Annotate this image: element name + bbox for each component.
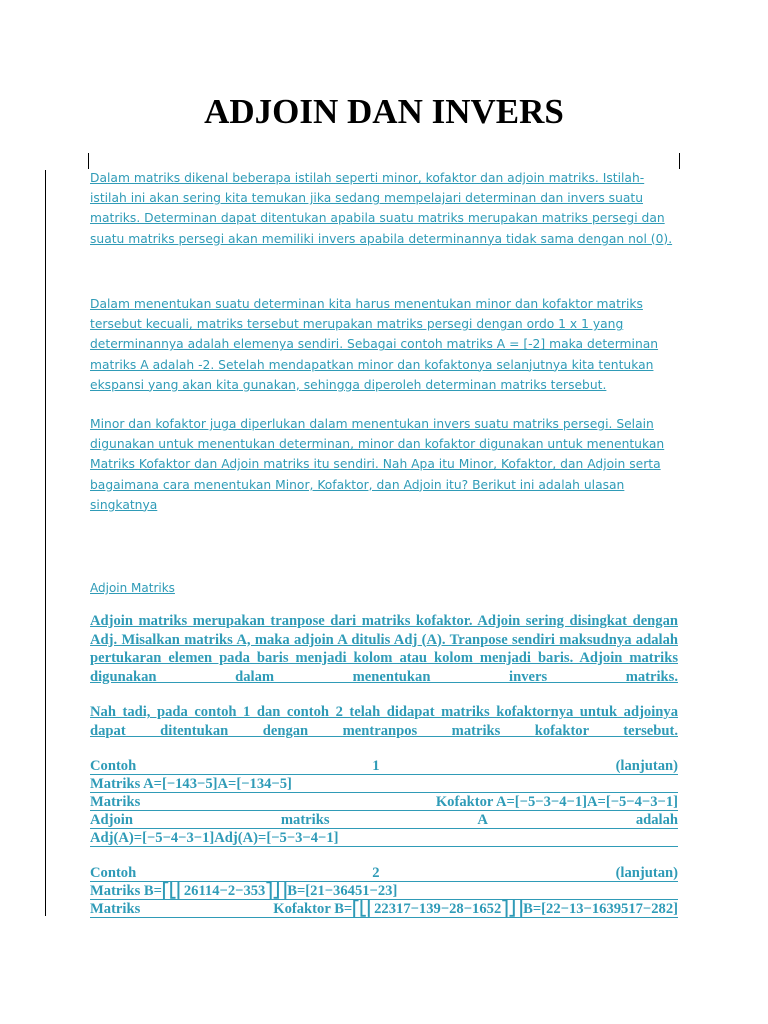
section-heading: Adjoin Matriks [90, 581, 175, 595]
margin-mark-right [679, 153, 680, 169]
paragraph-intro: Dalam matriks dikenal beberapa istilah seperti minor, kofaktor dan adjoin matriks. Istilah-istilah ini akan sering kita temukan jika sedang mempelajari determinan dan invers suatu matriks. Determinan dapat ditentukan apabila suatu matriks merupakan matriks persegi dan suatu matriks persegi akan memiliki invers apabila determinannya tidak sama dengan nol (0). [90, 171, 673, 246]
contoh1-row-3 [90, 793, 678, 811]
contoh2-kofaktor: Kofaktor B=⎡⎣⎢22317−139−28−1652⎤⎦⎥B=[22−13−1639517−282] [273, 901, 678, 917]
contoh1-number: 1 [372, 758, 380, 774]
contoh1-matriks-word: matriks [280, 812, 330, 828]
contoh1-matriks-label: Matriks [90, 794, 141, 810]
contoh1-note: (lanjutan) [615, 758, 678, 774]
paragraph-minor-kofaktor: Minor dan kofaktor juga diperlukan dalam menentukan invers suatu matriks persegi. Selain digunakan untuk menentukan determinan, minor dan kofaktor digunakan untuk menentukan Matriks Kofaktor dan Adjoin matriks itu sendiri. Nah Apa itu Minor, Kofaktor, dan Adjoin serta bagaimana cara menentukan Minor, Kofaktor, dan Adjoin itu? Berikut ini adalah ulasan singkatnya [90, 417, 665, 512]
contoh2-matriks-label: Matriks [90, 901, 141, 917]
contoh1-label: Contoh [90, 758, 137, 774]
paragraph-adjoin: Adjoin matriks merupakan tranpose dari matriks kofaktor. Adjoin sering disingkat dengan Adj. Misalkan matriks A, maka adjoin A ditulis Adj (A). Tranpose sendiri maksudnya adalah pertukaran elemen pada baris menjadi kolom atau kolom menjadi baris. Adjoin matriks digunakan dalam menentukan invers matriks. [90, 613, 678, 685]
contoh1-matrix-a: Matriks A=[−143−5]A=[−134−5] [90, 776, 292, 792]
contoh1-adjoin-word: Adjoin [90, 812, 133, 828]
contoh1-row-1 [90, 757, 678, 775]
contoh2-row-2 [90, 882, 678, 900]
paragraph-determinan: Dalam menentukan suatu determinan kita harus menentukan minor dan kofaktor matriks tersebut kecuali, matriks tersebut merupakan matriks persegi dengan ordo 1 x 1 yang determinannya adalah elemenya sendiri. Sebagai contoh matriks A = [-2] maka determinan matriks A adalah -2. Setelah mendapatkan minor dan kofaktonya selanjutnya kita tentukan ekspansi yang akan kita gunakan, sehingga diperoleh determinan matriks tersebut. [90, 297, 659, 392]
contoh2-number: 2 [372, 865, 380, 881]
contoh1-row-4 [90, 811, 678, 829]
contoh1-a-word: A [477, 812, 488, 828]
margin-line-left [45, 170, 46, 916]
contoh1-adalah-word: adalah [635, 812, 678, 828]
contoh2-note: (lanjutan) [615, 865, 678, 881]
contoh2-label: Contoh [90, 865, 137, 881]
contoh2-row-3 [90, 900, 678, 918]
paragraph-nah: Nah tadi, pada contoh 1 dan contoh 2 telah didapat matriks kofaktornya untuk adjoinya dapat ditentukan dengan mentranpos matriks kofaktor tersebut. [90, 704, 678, 739]
contoh1-kofaktor: Kofaktor A=[−5−3−4−1]A=[−5−4−3−1] [435, 794, 678, 810]
page-title: ADJOIN DAN INVERS [204, 92, 564, 131]
contoh1-row-5 [90, 829, 678, 847]
contoh1-adj-result: Adj(A)=[−5−4−3−1]Adj(A)=[−5−3−4−1] [90, 830, 339, 846]
contoh2-matrix-b: Matriks B=⎡⎣⎢26114−2−353⎤⎦⎥B=[21−36451−23] [90, 883, 398, 899]
margin-mark-left [88, 153, 89, 169]
contoh1-row-2 [90, 775, 678, 793]
contoh2-row-1 [90, 864, 678, 882]
